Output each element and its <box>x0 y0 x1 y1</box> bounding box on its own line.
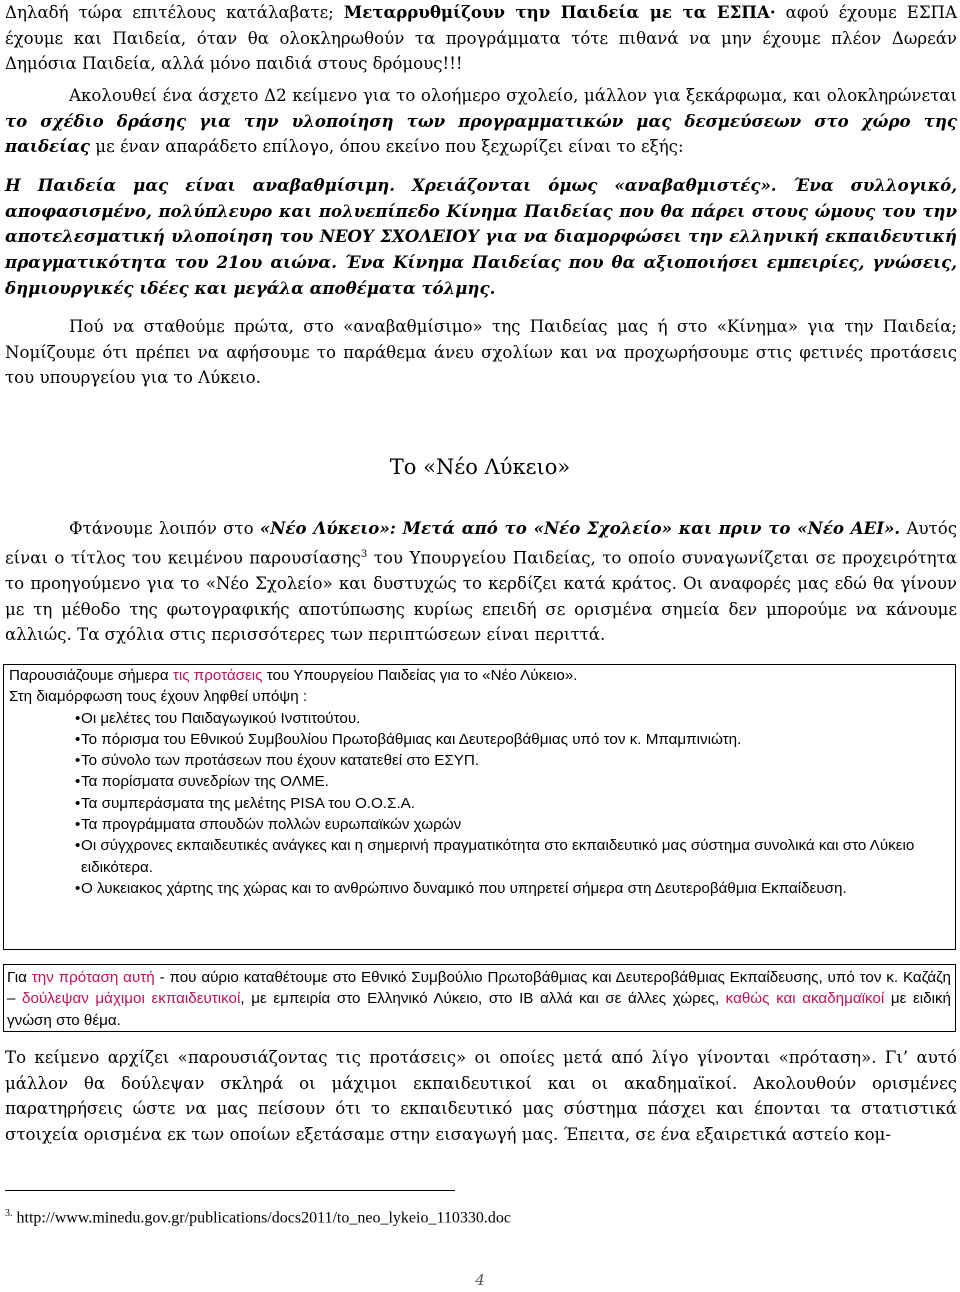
bullet-icon: • <box>75 773 81 791</box>
box1-line2: Στη διαμόρφωση τους έχουν ληφθεί υπόψη : <box>9 688 308 706</box>
p5-pre: Φτάνουμε λοιπόν στο <box>69 519 260 538</box>
bullet-icon: • <box>75 816 81 834</box>
footnote-ref: 3 <box>360 548 368 560</box>
bullet-icon: • <box>75 879 81 897</box>
p5-mid: Αυτός είναι ο τίτλος του κειμένου παρουσίασης <box>5 519 958 568</box>
bullet-icon: • <box>75 752 81 770</box>
bullet-icon: • <box>75 730 81 748</box>
bullet-icon: • <box>75 709 81 727</box>
p5-bold-italic: «Νέο Λύκειο»: Μετά από το «Νέο Σχολείο» και πριν το «Νέο ΑΕΙ». <box>259 518 901 538</box>
footnote-mark: 3. <box>5 1208 13 1219</box>
ministry-quote-box <box>3 664 956 950</box>
list-item: • Το σύνολο των προτάσεων που έχουν κατατεθεί στο ΕΣΥΠ. <box>81 750 955 771</box>
highlight-this-proposal: την πρόταση αυτή <box>31 969 155 986</box>
highlight-proposals: τις προτάσεις <box>172 667 263 684</box>
list-item: • Τα συμπεράσματα της μελέτης PISA του Ο.Ο.Σ.Α. <box>81 793 955 814</box>
bullet-icon: • <box>75 837 81 855</box>
p1-pre: Δηλαδή τώρα επιτέλους κατάλαβατε; <box>5 3 344 22</box>
list-item: • Τα προγράμματα σπουδών πολλών ευρωπαϊκών χωρών <box>81 814 955 835</box>
p1-post: αφού έχουμε ΕΣΠΑ έχουμε και Παιδεία, όταν θα ολοκληρωθούν τα προγράμματα τότε πιθανά να μην έχουμε πλέον Δωρεάν Δημόσια Παιδεία, αλλά μόνο παιδιά στους δρόμους!!! <box>5 3 958 74</box>
highlight-academics: καθώς και ακαδημαϊκοί <box>725 990 885 1008</box>
p2-bold-italic: το σχέδιο δράσης για την υλοποίηση των προγραμματικών μας δεσμεύσεων στο χώρο της παιδείας <box>5 110 957 157</box>
section-heading: Το «Νέο Λύκειο» <box>389 455 571 479</box>
paragraph-1 <box>5 0 957 77</box>
list-item: • Το πόρισμα του Εθνικού Συμβουλίου Πρωτοβάθμιας και Δευτεροβάθμιας υπό τον κ. Μπαμπινιώτη. <box>81 729 955 750</box>
list-item: • Ο λυκειακος χάρτης της χώρας και το ανθρώπινο δυναμικό που υπηρετεί σήμερα στη Δευτεροβάθμια Εκπαίδευση. <box>81 878 955 899</box>
p1-bold: Μεταρρυθμίζουν την Παιδεία με τα ΕΣΠΑ· <box>343 2 776 22</box>
authors-note-box: Για την πρόταση αυτή - που αύριο καταθέτουμε στο Εθνικό Συμβούλιο Πρωτοβάθμιας και Δευτεροβάθμιας Εκπαίδευσης, υπό τον κ. Καζάζη – δούλεψαν μάχιμοι εκπαιδευτικοί, με εμπειρία στο Ελληνικό Λύκειο, στο IB αλλά και σε άλλες χώρες, καθώς και ακαδημαϊκοί με ειδική γνώση στο θέμα. <box>3 964 956 1032</box>
paragraph-2 <box>5 83 957 160</box>
p2-pre: Ακολουθεί ένα άσχετο Δ2 κείμενο για το ολοήμερο σχολείο, μάλλον για ξεκάρφωμα, και ολοκληρώνεται <box>69 86 957 105</box>
paragraph-3: Η Παιδεία μας είναι αναβαθμίσιμη. Χρειάζονται όμως «αναβαθμιστές». Ένα συλλογικό, αποφασισμένο, πολύπλευρο και πολυεπίπεδο Κίνημα Παιδείας που θα πάρει στους ώμους του την αποτελεσματική υλοποίηση του ΝΕΟΥ ΣΧΟΛΕΙΟΥ για να διαμορφώσει την ελληνική εκπαιδευτική πραγματικότητα του 21ου αιώνα. Ένα Κίνημα Παιδείας που θα αξιοποιήσει εμπειρίες, γνώσεις, δημιουργικές ιδέες και μεγάλα αποθέματα τόλμης. <box>5 175 957 298</box>
bullet-icon: • <box>75 794 81 812</box>
footnote <box>5 1208 511 1227</box>
paragraph-6: Το κείμενο αρχίζει «παρουσιάζοντας τις προτάσεις» οι οποίες μετά από λίγο γίνονται «πρόταση». Γι’ αυτό μάλλον θα δούλεψαν σκληρά οι μάχιμοι εκπαιδευτικοί και οι ακαδημαϊκοί. Ακολουθούν ορισμένες παρατηρήσεις ώστε να μας πείσουν ότι το εκπαιδευτικό μας σύστημα πάσχει και έπονται τα στατιστικά στοιχεία ορισμένα εκ των οποίων εξετάσαμε στην εισαγωγή μας. Έπειτα, σε ένα εξαιρετικά αστείο κομ- <box>5 1048 957 1145</box>
paragraph-4 <box>5 314 957 391</box>
box1-line1: Παρουσιάζουμε σήμερα τις προτάσεις του Υπουργείου Παιδείας για το «Νέο Λύκειο». <box>9 667 578 684</box>
paragraph-5 <box>5 516 957 648</box>
highlight-teachers: δούλεψαν μάχιμοι εκπαιδευτικοί <box>22 990 241 1008</box>
p2-post: με έναν απαράδετο επίλογο, όπου εκείνο που ξεχωρίζει είναι το εξής: <box>90 137 684 157</box>
footnote-url: http://www.minedu.gov.gr/publications/docs2011/to_neo_lykeio_110330.doc <box>16 1209 511 1227</box>
p4-text: Πού να σταθούμε πρώτα, στο «αναβαθμίσιμο» της Παιδείας μας ή στο «Κίνημα» για την Παιδεία; Νομίζουμε ότι πρέπει να αφήσουμε το παράθεμα άνευ σχολίων και να προχωρήσουμε στις φετινές προτάσεις του υπουργείου για το Λύκειο. <box>5 317 957 388</box>
list-item: • Οι σύγχρονες εκπαιδευτικές ανάγκες και η σημερινή πραγματικότητα στο εκπαιδευτικό μας σύστημα συνολικά και στο Λύκειο ειδικότερα. <box>75 837 915 876</box>
list-item: • Τα πορίσματα συνεδρίων της ΟΛΜΕ. <box>81 771 955 792</box>
list-item: • Οι μελέτες του Παιδαγωγικού Ινστιτούτου. <box>81 708 955 729</box>
considerations-list <box>9 708 955 900</box>
page-number: 4 <box>475 1271 485 1289</box>
footnote-divider <box>5 1190 455 1191</box>
p5-post: του Υπουργείου Παιδείας, το οποίο συναγωνίζεται σε προχειρότητα το προηγούμενο για το «Νέο Σχολείο» και δυστυχώς το κερδίζει κατά κράτος. Οι αναφορές μας εδώ θα γίνουν με τη μέθοδο της φωτογραφικής αποτύπωσης κυρίως επειδή σε ορισμένα σημεία δεν μπορούμε να κάνουμε αλλιώς. Τα σχόλια στις περισσότερες των περιπτώσεων είναι περιττά. <box>5 548 957 645</box>
